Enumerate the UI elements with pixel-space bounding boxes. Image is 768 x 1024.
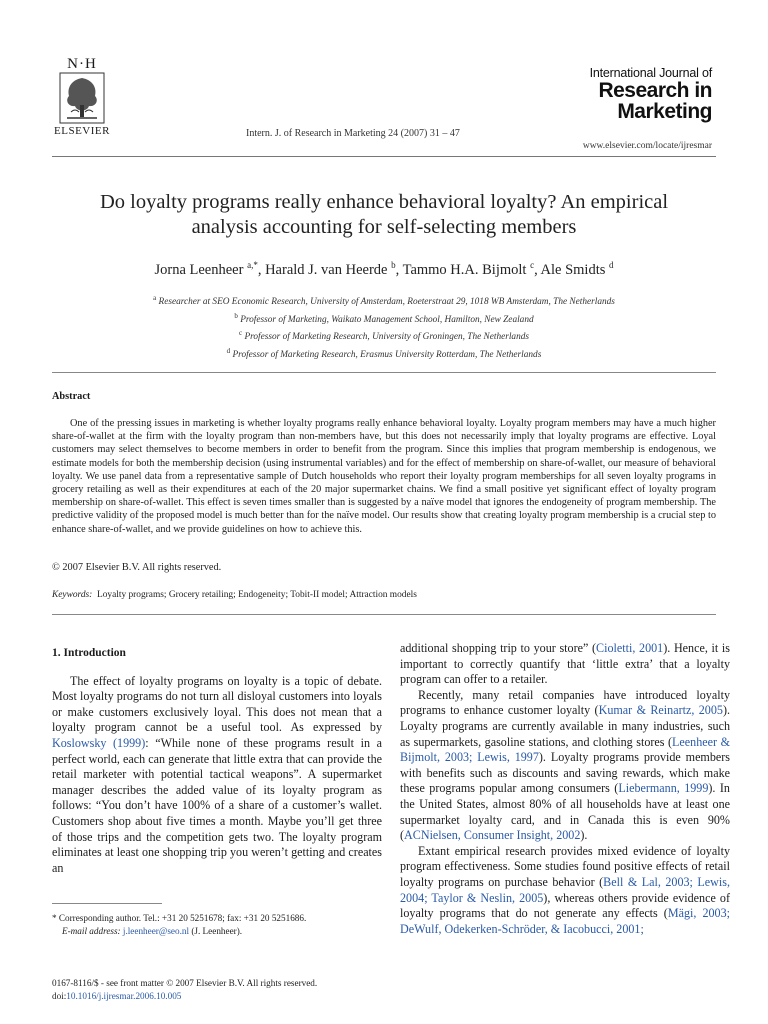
author-name[interactable]: Harald J. van Heerde bbox=[265, 261, 388, 278]
affiliation-list bbox=[52, 292, 716, 362]
doi-label: doi: bbox=[52, 991, 67, 1001]
footnote-divider bbox=[52, 903, 162, 904]
email-link[interactable]: j.leenheer@seo.nl bbox=[122, 925, 190, 936]
article-title bbox=[52, 190, 716, 240]
affiliation-mark: c bbox=[239, 329, 243, 338]
citation-link[interactable]: Kumar & Reinartz, 2005 bbox=[598, 703, 723, 718]
left-column bbox=[52, 646, 382, 876]
citation-link[interactable]: Koslowsky (1999) bbox=[52, 735, 146, 750]
citation-link[interactable]: Bell & Lal, 2003; Lewis, 2004; Taylor & Neslin, 2005 bbox=[400, 874, 730, 905]
abstract-text: One of the pressing issues in marketing is whether loyalty programs really enhance behavioral loyalty. Loyalty program members may have a much higher share-of-wallet at the firm with the loyalty program than non-members have, but this does not necessarily imply that loyalty programs are effective. Loyal customers may select themselves to become members in order to benefit from the program. Since this implies that program membership is endogenous, we estimate models for both the membership decision (using instrumental variables) and for the effect of membership on share-of-wallet, our measure of behavioral loyalty. We use panel data from a representative sample of Dutch households who report their loyalty program memberships for all seven loyalty programs in grocery retailing as well as their expenditures at each of the 20 major supermarket chains. We find a small positive yet significant effect of loyalty program membership on share-of-wallet. This effect is seven times smaller than is suggested by a naïve model that ignores the endogeneity of program membership. The predictive validity of the proposed model is much better than for the naïve model. Our results show that creating loyalty program membership is a crucial step to enhance share-of-wallet, and we provide guidelines on how to achieve this. bbox=[52, 418, 716, 535]
publisher-name: ELSEVIER bbox=[54, 125, 110, 137]
elsevier-logo bbox=[52, 56, 112, 140]
right-column bbox=[400, 641, 730, 937]
affiliation-item bbox=[52, 327, 716, 345]
affiliation-item bbox=[52, 345, 716, 363]
paragraph-text: additional shopping trip to your store” ( bbox=[400, 641, 597, 655]
journal-brand-line2: Research in bbox=[598, 79, 712, 102]
corresponding-author-footnote bbox=[52, 912, 382, 937]
paragraph-text: ). bbox=[580, 828, 588, 843]
author-affiliation-mark[interactable]: a,* bbox=[247, 260, 258, 270]
abstract-copyright: © 2007 Elsevier B.V. All rights reserved. bbox=[52, 562, 222, 573]
footnote-contact: * Corresponding author. Tel.: +31 20 5251678; fax: +31 20 5251686. bbox=[52, 913, 307, 923]
affiliation-mark: b bbox=[234, 311, 238, 320]
body-paragraph bbox=[400, 688, 730, 844]
affiliation-text: Researcher at SEO Economic Research, University of Amsterdam, Roeterstraat 29, 1018 WB Amsterdam, The Netherlands bbox=[158, 297, 615, 308]
email-label: E-mail address: bbox=[62, 925, 121, 936]
abstract-heading: Abstract bbox=[52, 391, 91, 402]
tree-emblem-icon bbox=[59, 72, 105, 124]
issn-line: 0167-8116/$ - see front matter © 2007 Elsevier B.V. All rights reserved. bbox=[52, 978, 318, 988]
paragraph-text: Recently, many retail companies have introduced loyalty programs to enhance customer loyalty ( bbox=[400, 687, 730, 718]
paragraph-text: ). Loyalty programs are currently available in many industries, such as supermarkets, gasoline stations, and clothing stores ( bbox=[400, 703, 730, 749]
author-separator: , bbox=[395, 261, 403, 278]
author-name[interactable]: Tammo H.A. Bijmolt bbox=[402, 261, 527, 278]
body-paragraph bbox=[400, 844, 730, 938]
citation-link[interactable]: ACNielsen, Consumer Insight, 2002 bbox=[404, 828, 581, 843]
affiliation-text: Professor of Marketing Research, Erasmus University Rotterdam, The Netherlands bbox=[232, 349, 542, 360]
article-title-line1: Do loyalty programs really enhance behavioral loyalty? An empirical bbox=[99, 191, 669, 213]
author-affiliation-mark[interactable]: c bbox=[530, 260, 535, 270]
author-name[interactable]: Jorna Leenheer bbox=[154, 261, 244, 278]
affiliation-item bbox=[52, 310, 716, 328]
citation-link[interactable]: Leenheer & Bijmolt, 2003; Lewis, 1997 bbox=[400, 734, 730, 765]
email-suffix: (J. Leenheer). bbox=[189, 925, 243, 936]
author-list bbox=[52, 260, 716, 279]
paragraph-text: : “While none of these programs result in a perfect world, each can generate that little extra that can provide the retail marketer with potential tactical weapons”. A supermarket manager describes the added value of its loyalty program as follows: “You don’t have 100% of a share of a customer’s wallet. Customers shop about five times a month. Maybe you’ll get three of those trips and the competition gets two. The loyalty program eliminates at least one shopping trip you weren’t getting and creates an bbox=[52, 735, 382, 875]
author-name[interactable]: Ale Smidts bbox=[540, 261, 606, 278]
journal-brand bbox=[590, 66, 712, 122]
paragraph-text: ). Hence, it is important to correctly quantify that ‘little extra’ that a loyalty program can offer to a retailer. bbox=[400, 641, 730, 687]
author-separator: , bbox=[534, 261, 541, 278]
citation-link[interactable]: Cioletti, 2001 bbox=[596, 641, 664, 655]
author-affiliation-mark[interactable]: b bbox=[391, 260, 396, 270]
paragraph-text: The effect of loyalty programs on loyalty is a topic of debate. Most loyalty programs do not turn all disloyal customers into loyals or make customers exclusively loyal. This does not mean that a loyalty program cannot be a useful tool. As expressed by bbox=[52, 673, 382, 735]
paragraph-text: ). Loyalty programs provide members with benefits such as discounts and saving rewards, which make these programs popular among consumers ( bbox=[400, 750, 730, 796]
journal-url-link[interactable]: www.elsevier.com/locate/ijresmar bbox=[582, 141, 712, 151]
abstract-body bbox=[52, 417, 716, 536]
journal-citation: Intern. J. of Research in Marketing 24 (2007) 31 – 47 bbox=[246, 128, 460, 139]
paragraph-text: Extant empirical research provides mixed evidence of loyalty program effectiveness. Some studies found positive effects of retail loyalty programs on purchase behavior ( bbox=[400, 843, 730, 889]
doi-link[interactable]: 10.1016/j.ijresmar.2006.10.005 bbox=[66, 991, 182, 1001]
intro-paragraph bbox=[52, 674, 382, 877]
journal-brand-line3: Marketing bbox=[617, 100, 712, 123]
keywords-list: Loyalty programs; Grocery retailing; Endogeneity; Tobit-II model; Attraction models bbox=[96, 590, 417, 600]
author-affiliation-mark[interactable]: d bbox=[609, 260, 614, 270]
affiliation-text: Professor of Marketing Research, University of Groningen, The Netherlands bbox=[244, 332, 529, 343]
doi-line bbox=[52, 990, 317, 1003]
front-matter bbox=[52, 977, 317, 1003]
paragraph-text: ). In the United States, almost 80% of all households have at least one supermarket loyalty card, and in Canada this is even 90% ( bbox=[400, 781, 730, 843]
article-title-line2: analysis accounting for self-selecting members bbox=[191, 216, 577, 238]
citation-link[interactable]: Mägi, 2003; DeWulf, Odekerken-Schröder, & Iacobucci, 2001; bbox=[400, 906, 730, 936]
section-heading: 1. Introduction bbox=[52, 647, 126, 659]
keywords bbox=[52, 590, 417, 600]
abstract-top-divider bbox=[52, 372, 716, 373]
keywords-label: Keywords: bbox=[52, 590, 93, 600]
affiliation-item bbox=[52, 292, 716, 310]
publisher-mark: N·H bbox=[67, 56, 97, 72]
footnote-email-line bbox=[52, 925, 382, 938]
body-paragraph bbox=[400, 641, 730, 688]
paragraph-text: ), whereas others provide evidence of loyalty programs that do not generate any effects ( bbox=[400, 890, 730, 921]
affiliation-mark: d bbox=[226, 346, 231, 355]
keywords-bottom-divider bbox=[52, 614, 716, 615]
citation-link[interactable]: Liebermann, 1999 bbox=[618, 781, 709, 796]
header-divider bbox=[52, 156, 716, 157]
journal-brand-line1: International Journal of bbox=[589, 66, 712, 80]
author-separator: , bbox=[257, 261, 266, 278]
affiliation-mark: a bbox=[153, 294, 157, 302]
affiliation-text: Professor of Marketing, Waikato Management School, Hamilton, New Zealand bbox=[240, 314, 534, 325]
